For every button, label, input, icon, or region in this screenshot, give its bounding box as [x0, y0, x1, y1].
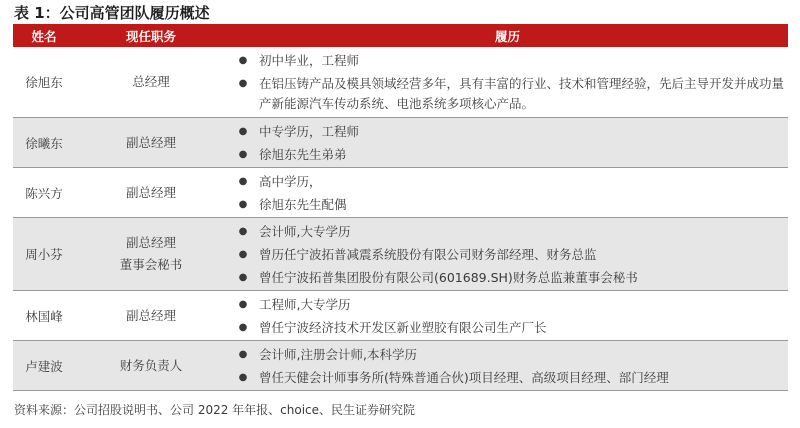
resume-item-text: 曾任天健会计师事务所(特殊普通合伙)项目经理、高级项目经理、部门经理 — [259, 370, 669, 385]
header-position: 现任职务 — [75, 25, 227, 47]
executive-position: 副总经理 — [125, 307, 176, 323]
executive-position-cell — [75, 218, 227, 291]
table-row — [13, 291, 788, 341]
resume-item-text: 会计师,注册会计师,本科学历 — [259, 347, 417, 362]
executive-position-cell — [75, 118, 227, 168]
executive-name: 周小芬 — [13, 218, 75, 291]
resume-item-text: 中专学历，工程师 — [259, 124, 360, 139]
bullet-icon: ● — [238, 299, 248, 310]
bullet-icon: ● — [238, 55, 248, 66]
resume-cell — [227, 118, 788, 168]
executive-position: 总经理 — [132, 74, 170, 89]
resume-item — [227, 193, 788, 216]
table-row — [13, 47, 788, 118]
bullet-icon: ● — [238, 272, 248, 283]
resume-item-text: 初中毕业，工程师 — [259, 53, 360, 68]
bullet-icon: ● — [238, 372, 248, 383]
table-header-row — [13, 25, 788, 47]
executive-position: 财务负责人 — [119, 357, 183, 373]
executive-position-cell — [75, 168, 227, 218]
resume-item-text: 在铝压铸产品及模具领域经营多年，具有丰富的行业、技术和管理经验，先后主导开发并成功量产新能源汽车传动系统、电池系统多项核心产品。 — [259, 76, 785, 111]
executive-table — [13, 25, 788, 391]
resume-item — [227, 243, 788, 266]
source-note: 资料来源：公司招股说明书、公司 2022 年年报、choice、民生证券研究院 — [14, 403, 416, 417]
executive-name: 林国峰 — [13, 291, 75, 341]
bullet-icon: ● — [238, 226, 248, 237]
resume-item — [227, 72, 788, 116]
bullet-icon: ● — [238, 78, 248, 89]
resume-item-text: 曾任宁波拓普集团股份有限公司(601689.SH)财务总监兼董事会秘书 — [259, 270, 638, 285]
executive-position-cell — [75, 291, 227, 341]
bullet-icon: ● — [238, 322, 248, 333]
table-title: 表 1：公司高管团队履历概述 — [14, 4, 210, 22]
resume-item — [227, 143, 788, 166]
executive-position: 副总经理 — [125, 184, 176, 200]
resume-cell — [227, 341, 788, 391]
resume-item — [227, 170, 788, 193]
bullet-icon: ● — [238, 199, 248, 210]
resume-item-text: 曾历任宁波拓普减震系统股份有限公司财务部经理、财务总监 — [259, 247, 597, 262]
table-row — [13, 118, 788, 168]
resume-item-text: 工程师,大专学历 — [259, 297, 351, 312]
resume-item — [227, 366, 788, 389]
executive-position: 副总经理 — [125, 134, 176, 150]
executive-name: 徐旭东 — [13, 47, 75, 118]
bullet-icon: ● — [238, 349, 248, 360]
resume-item-text: 高中学历， — [259, 174, 322, 189]
bullet-icon: ● — [238, 176, 248, 187]
resume-item-text: 徐旭东先生配偶 — [259, 197, 347, 212]
resume-cell — [227, 218, 788, 291]
resume-item — [227, 293, 788, 316]
table-row — [13, 168, 788, 218]
resume-item — [227, 343, 788, 366]
resume-item — [227, 316, 788, 339]
executive-name: 陈兴方 — [13, 168, 75, 218]
resume-item-text: 徐旭东先生弟弟 — [259, 147, 347, 162]
executive-position-cell — [75, 47, 227, 118]
executive-position-cell — [75, 341, 227, 391]
header-name: 姓名 — [13, 25, 75, 47]
resume-item-text: 会计师,大专学历 — [259, 224, 351, 239]
resume-item-text: 曾任宁波经济技术开发区新业塑胶有限公司生产厂长 — [259, 320, 547, 335]
bullet-icon: ● — [238, 126, 248, 137]
executive-name: 卢建波 — [13, 341, 75, 391]
resume-item — [227, 220, 788, 243]
resume-cell — [227, 168, 788, 218]
table-row — [13, 218, 788, 291]
header-resume: 履历 — [227, 25, 788, 47]
resume-cell — [227, 291, 788, 341]
bullet-icon: ● — [238, 249, 248, 260]
executive-position: 董事会秘书 — [119, 257, 183, 272]
executive-name: 徐曦东 — [13, 118, 75, 168]
resume-cell — [227, 47, 788, 118]
resume-item — [227, 120, 788, 143]
executive-position: 副总经理 — [125, 235, 176, 250]
resume-item — [227, 266, 788, 289]
table-row — [13, 341, 788, 391]
bullet-icon: ● — [238, 149, 248, 160]
resume-item — [227, 49, 788, 72]
